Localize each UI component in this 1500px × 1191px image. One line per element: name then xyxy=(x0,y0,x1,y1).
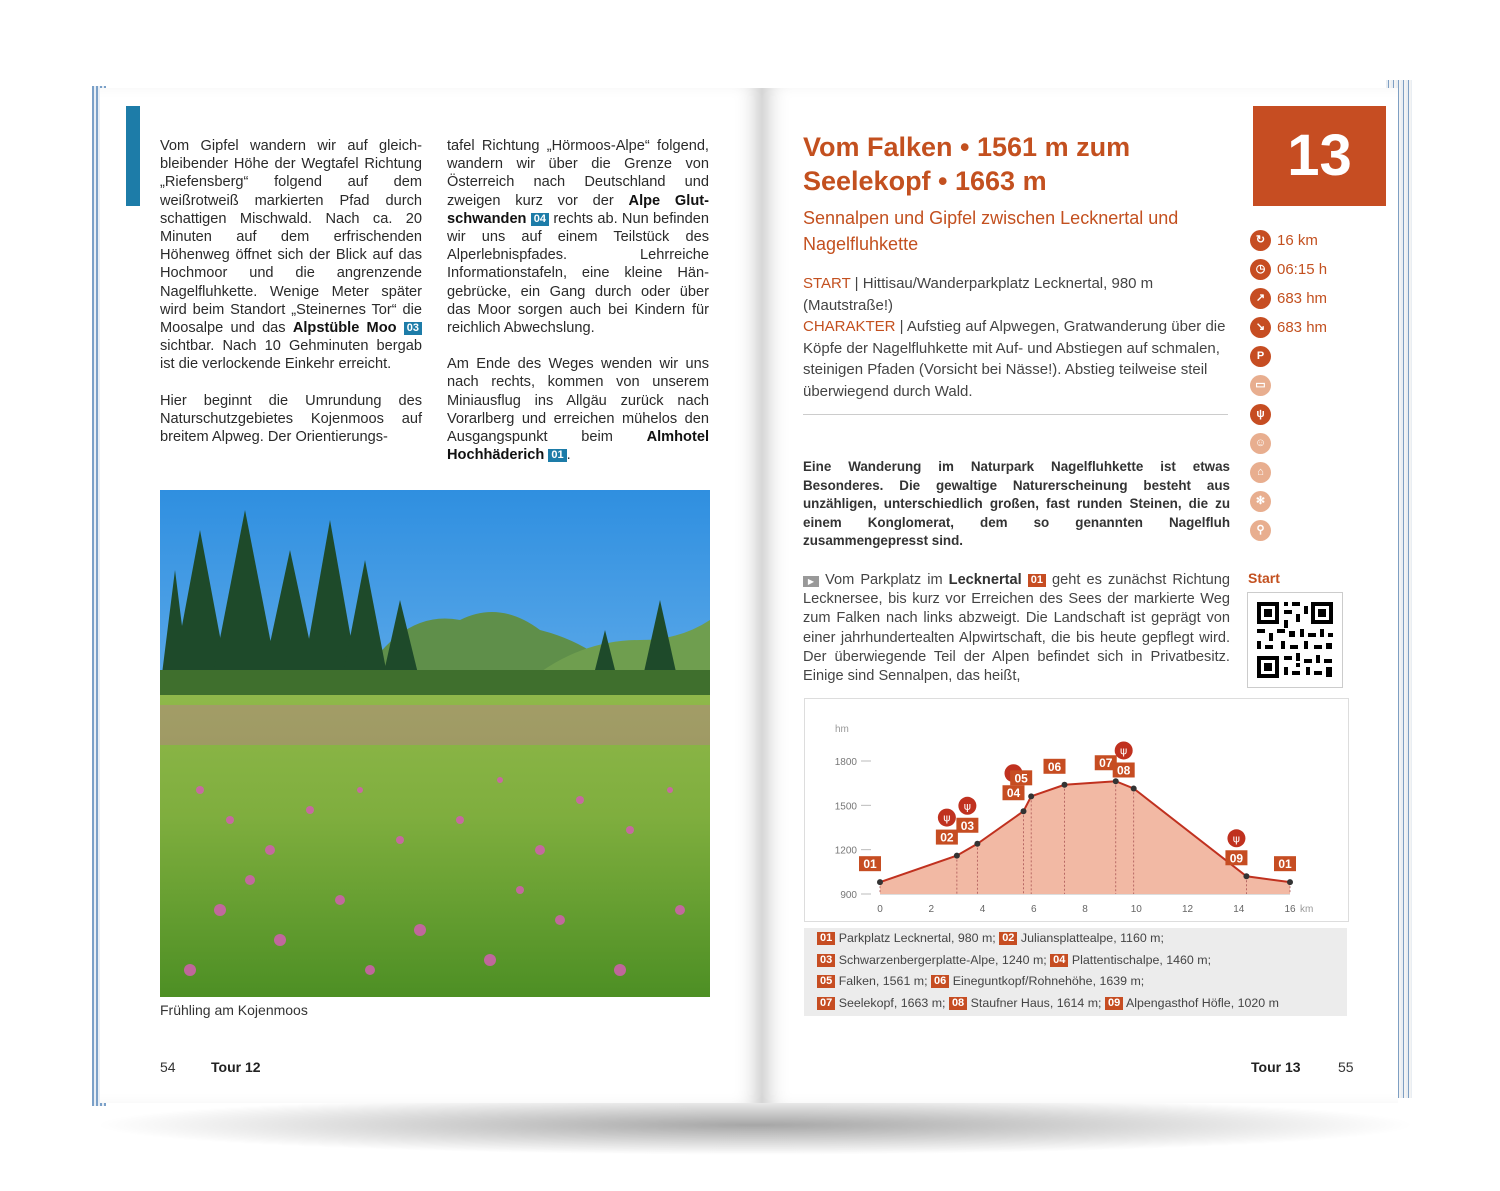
x-tick-label: 16 xyxy=(1284,904,1296,915)
stat-duration: ◷ 06:15 h xyxy=(1250,255,1327,284)
feature-bus xyxy=(1250,371,1327,400)
left-text-column-2 xyxy=(447,137,709,482)
feature-picnic xyxy=(1250,458,1327,487)
x-tick-label: 14 xyxy=(1233,904,1245,915)
meadow-photo xyxy=(160,490,710,997)
qr-code-icon[interactable] xyxy=(1247,592,1343,688)
feature-bike xyxy=(1250,516,1327,545)
waypoint-label: 05 xyxy=(1014,771,1028,786)
waypoint-label: 01 xyxy=(863,857,877,872)
waypoint-dot xyxy=(877,879,883,885)
page-number-left: 54 xyxy=(160,1059,176,1075)
book-shadow xyxy=(90,1095,1420,1155)
waypoint-label: 04 xyxy=(1006,786,1021,801)
feature-kids xyxy=(1250,429,1327,458)
restaurant-glyph: ψ xyxy=(1120,744,1128,758)
paragraph: Hier beginnt die Umrundung des Naturschutzgebietes Kojenmoos auf breitem Alpweg. Der Orientierungs- xyxy=(160,392,422,446)
chapter-tab-marker xyxy=(126,106,140,206)
left-text-column-1 xyxy=(160,137,422,464)
ascent-icon: ↗ xyxy=(1250,288,1271,309)
waypoint-badge: 01 xyxy=(1028,574,1046,587)
start-label: START xyxy=(803,275,851,292)
x-tick-label: 2 xyxy=(928,904,935,915)
kids-icon: ☺ xyxy=(1250,433,1271,454)
elevation-profile-chart xyxy=(805,699,1348,921)
waypoint-dot xyxy=(1113,778,1119,784)
waypoint-badge: 03 xyxy=(404,322,422,335)
x-axis-label: km xyxy=(1300,904,1314,915)
y-axis-label: hm xyxy=(835,724,849,735)
x-tick-label: 6 xyxy=(1030,904,1037,915)
photo-caption: Frühling am Kojenmoos xyxy=(160,1002,308,1018)
legend-line: 07 Seelekopf, 1663 m; 08 Staufner Haus, 1614 m; 09 Alpengasthof Höfle, 1020 m xyxy=(817,993,1347,1015)
tour-subtitle: Sennalpen und Gipfel zwischen Lecknertal und Nagelfluhkette xyxy=(803,208,1179,254)
stat-ascent: ↗ 683 hm xyxy=(1250,284,1327,313)
stat-descent: ↘ 683 hm xyxy=(1250,313,1327,342)
tour-label-left: Tour 12 xyxy=(211,1059,261,1075)
legend-line: 05 Falken, 1561 m; 06 Eineguntkopf/Rohnehöhe, 1639 m; xyxy=(817,971,1347,993)
tour-stats xyxy=(1250,226,1327,545)
winter-icon: ✻ xyxy=(1250,491,1271,512)
feature-restaurant xyxy=(1250,400,1327,429)
waypoint-label: 08 xyxy=(1117,763,1131,778)
paragraph: tafel Richtung „Hörmoos-Alpe“ folgend, wandern wir über die Grenze von Österreich nach Deutschland und zweigen kurz vor der Alpe Glutschwanden 04 rechts ab. Nun befinden wir uns auf einem Teilstück des Alperlebnispfades. Lehrreiche Informationstafeln, eine kleine Hängebrücke, ein Gang durch oder über das Moor sorgen auch bei Kindern für reichlich Abwechslung. xyxy=(447,138,709,337)
restaurant-icon: ψ xyxy=(1250,404,1271,425)
tour-info: START | Hittisau/Wanderparkplatz Lecknertal, 980 m (Mautstraße!) CHARAKTER | Aufstieg auf Alpwegen, Gratwanderung über die Köpfe der Nagelfluhkette mit Auf- und Abstiegen auf schmalen, steinigen Pfaden (Vorsicht bei Nässe!). Abstieg teilweise steil überwiegend durch Wald. xyxy=(803,275,1226,400)
tour-title: Vom Falken • 1561 m zum Seelekopf • 1663 m xyxy=(803,132,1131,196)
charakter-text: Aufstieg auf Alpwegen, Gratwanderung über die Köpfe der Nagelfluhkette mit Auf- und Abstiegen auf schmalen, steinigen Pfaden (Vorsicht bei Nässe!). Abstieg teilweise steil überwiegend durch Wald. xyxy=(803,318,1226,400)
descent-icon: ↘ xyxy=(1250,317,1271,338)
bus-icon: ▭ xyxy=(1250,375,1271,396)
tour-number-box: 13 xyxy=(1253,106,1386,206)
y-tick-label: 900 xyxy=(840,890,857,901)
restaurant-glyph: ψ xyxy=(963,799,972,813)
waypoint-dot xyxy=(954,853,960,859)
paragraph: Am Ende des Weges wenden wir uns nach rechts, kommen von unserem Miniausflug ins Allgäu zurück nach Vorarlberg und erreichen mühelos den Ausgangspunkt beim Almhotel Hochhäderich 01 . xyxy=(447,356,709,464)
waypoint-dot xyxy=(1028,793,1034,799)
waypoint-label: 06 xyxy=(1047,759,1062,774)
waypoint-dot xyxy=(1021,808,1027,814)
y-tick-label: 1800 xyxy=(834,757,857,768)
start-text: Hittisau/Wanderparkplatz Lecknertal, 980 m (Mautstraße!) xyxy=(803,275,1154,314)
divider xyxy=(803,414,1228,415)
distance-icon: ↻ xyxy=(1250,230,1271,251)
elevation-profile xyxy=(804,698,1349,922)
y-tick-label: 1200 xyxy=(834,845,857,857)
route-description: ▶ Vom Parkplatz im Lecknertal 01 geht es zunächst Richtung Lecknersee, bis kurz vor Erreichen des Sees der markierte Weg zum Falken nach links abzweigt. Die Landschaft ist geprägt von einer jahrhundertealten Alpwirtschaft, die bis heute gepflegt wird. Der überwiegende Teil der Alpen befindet sich in Privatbesitz. Einige sind Sennalpen, das heißt, xyxy=(803,572,1231,685)
bike-icon: ⚲ xyxy=(1250,520,1271,541)
intro-paragraph: Eine Wanderung im Naturpark Nagelfluhkette ist etwas Besonderes. Die gewaltige Naturerscheinung besteht aus unzähligen, unterschiedlich großen, fast runden Steinen, die zu einem Konglomerat, dem so genannten Nagelfluh zusammengepresst sind. xyxy=(803,459,1230,548)
x-tick-label: 0 xyxy=(877,904,883,915)
waypoint-dot xyxy=(1243,873,1249,879)
waypoint-dot xyxy=(1131,785,1137,791)
waypoint-badge: 01 xyxy=(548,449,566,462)
legend-line: 01 Parkplatz Lecknertal, 980 m; 02 Juliansplattealpe, 1160 m; xyxy=(817,928,1347,950)
y-tick-label: 1500 xyxy=(834,801,857,813)
waypoint-dot xyxy=(974,841,980,847)
waypoint-dot xyxy=(1287,879,1293,885)
feature-parking xyxy=(1250,342,1327,371)
clock-icon: ◷ xyxy=(1250,259,1271,280)
waypoint-label: 02 xyxy=(940,830,954,845)
parking-icon: P xyxy=(1250,346,1271,367)
waypoint-dot xyxy=(1062,782,1068,788)
feature-winter xyxy=(1250,487,1327,516)
waypoint-label: 07 xyxy=(1099,756,1113,771)
x-tick-label: 10 xyxy=(1130,904,1142,915)
waypoint-label: 03 xyxy=(960,818,975,833)
qr-start-label: Start xyxy=(1248,570,1280,586)
page-number-right: 55 xyxy=(1338,1059,1354,1075)
x-tick-label: 8 xyxy=(1082,904,1088,915)
waypoint-legend xyxy=(804,928,1347,1016)
picnic-icon: ⌂ xyxy=(1250,462,1271,483)
x-tick-label: 12 xyxy=(1181,904,1194,915)
waypoint-label: 09 xyxy=(1229,851,1244,866)
charakter-label: CHARAKTER xyxy=(803,318,896,335)
restaurant-glyph: ψ xyxy=(1232,832,1241,846)
tour-label-right: Tour 13 xyxy=(1251,1059,1301,1075)
play-arrow-icon: ▶ xyxy=(803,576,819,587)
legend-line: 03 Schwarzenbergerplatte-Alpe, 1240 m; 04 Plattentischalpe, 1460 m; xyxy=(817,950,1347,972)
waypoint-badge: 04 xyxy=(531,213,549,226)
paragraph: Vom Gipfel wandern wir auf gleichbleibender Höhe der Wegtafel Richtung „Riefensberg“ folgend auf dem weißrotweiß markierten Pfad durch schattigen Mischwald. Nach ca. 20 Minuten auf dem erfrischenden Höhenweg öffnet sich der Blick auf das Hochmoor und die angrenzende Nagelfluhkette. Wenige Meter später wird beim Standort „Steinernes Tor“ die Moosalpe und das Alpstüble Moo 03 sichtbar. Nach 10 Gehminuten bergab ist die verlockende Einkehr erreicht. xyxy=(160,138,422,373)
waypoint-label: 01 xyxy=(1278,857,1292,872)
stat-distance: ↻ 16 km xyxy=(1250,226,1327,255)
x-tick-label: 4 xyxy=(979,904,986,915)
restaurant-glyph: ψ xyxy=(943,811,951,825)
